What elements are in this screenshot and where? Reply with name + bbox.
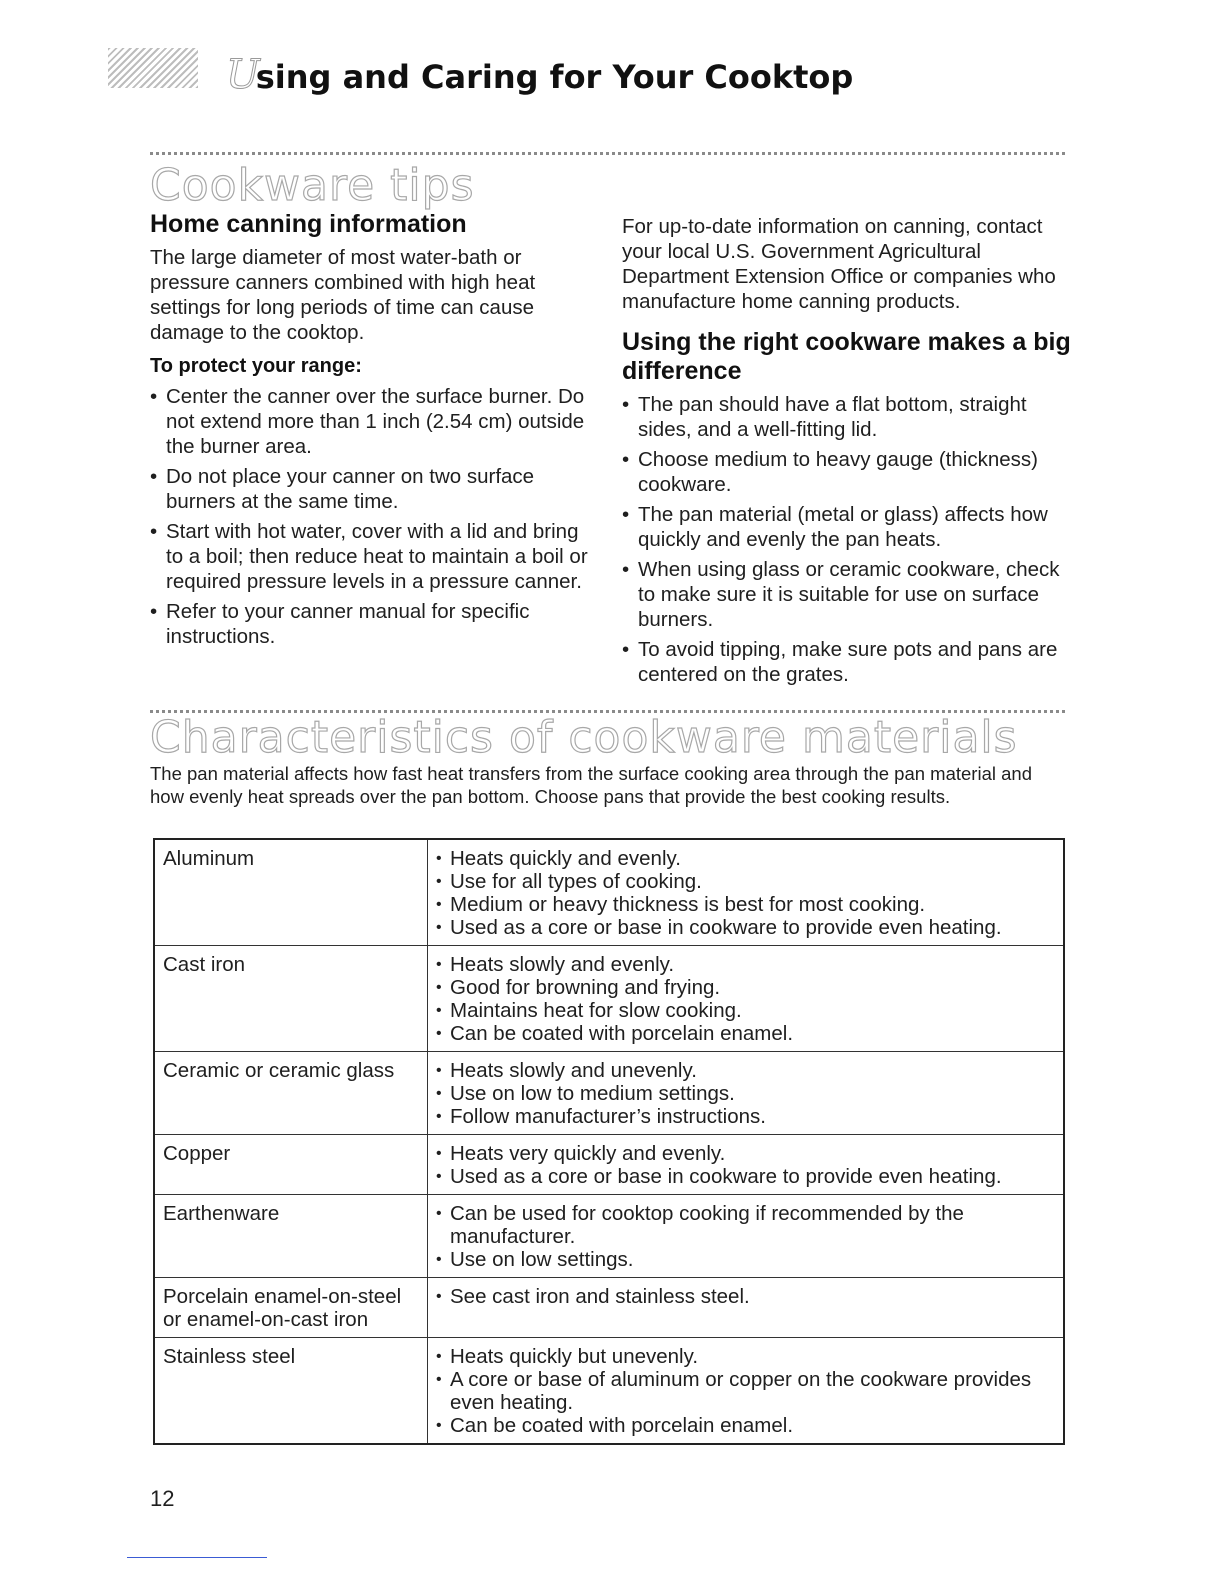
page-number: 12 [150,1486,175,1511]
page-header [108,44,1108,100]
material-name: Copper [154,1135,428,1195]
footer-line [127,1557,267,1558]
material-name: Earthenware [154,1195,428,1278]
table-row [154,1338,1064,1445]
property-item: • Heats quickly but unevenly. [436,1345,1055,1368]
title-dropcap: U [226,52,260,98]
property-item: • See cast iron and stainless steel. [436,1285,1055,1308]
list-item: • To avoid tipping, make sure pots and pans are centered on the grates. [622,637,1072,687]
property-item: • A core or base of aluminum or copper on the cookware provides even heating. [436,1368,1055,1414]
material-properties [428,1135,1065,1195]
protect-range-heading: To protect your range: [150,355,362,377]
property-item: • Use on low to medium settings. [436,1082,1055,1105]
home-canning-column [150,210,600,654]
table-row [154,839,1064,946]
property-item: • Can be coated with porcelain enamel. [436,1414,1055,1437]
material-name: Ceramic or ceramic glass [154,1052,428,1135]
property-item: • Used as a core or base in cookware to provide even heating. [436,1165,1055,1188]
list-item: • The pan material (metal or glass) affects how quickly and evenly the pan heats. [622,502,1072,552]
materials-table [153,838,1065,1445]
right-cookware-heading: Using the right cookware makes a big difference [622,328,1071,385]
title-text: sing and Caring for Your Cooktop [255,58,854,96]
property-item: • Good for browning and frying. [436,976,1055,999]
protect-range-list [150,384,600,649]
property-item: • Heats very quickly and evenly. [436,1142,1055,1165]
table-row [154,946,1064,1052]
material-name: Porcelain enamel-on-steel or enamel-on-cast iron [154,1278,428,1338]
list-item: • Choose medium to heavy gauge (thickness) cookware. [622,447,1072,497]
property-item: • Use on low settings. [436,1248,1055,1271]
material-name: Aluminum [154,839,428,946]
list-item: • Refer to your canner manual for specific instructions. [150,599,600,649]
property-item: • Heats quickly and evenly. [436,847,1055,870]
list-item: • Center the canner over the surface burner. Do not extend more than 1 inch (2.54 cm) outside the burner area. [150,384,600,459]
material-properties [428,1052,1065,1135]
list-item: • When using glass or ceramic cookware, check to make sure it is suitable for use on surface burners. [622,557,1072,632]
property-item: • Use for all types of cooking. [436,870,1055,893]
material-properties [428,1195,1065,1278]
material-properties [428,946,1065,1052]
table-row [154,1195,1064,1278]
section-divider-top [150,152,1065,155]
cookware-tips-title: Cookware tips [150,160,475,211]
home-canning-intro: The large diameter of most water-bath or pressure canners combined with high heat settings for long periods of time can cause damage to the cooktop. [150,246,536,344]
canning-more-info: For up-to-date information on canning, contact your local U.S. Government Agricultural Department Extension Office or companies who manufacture home canning products. [622,215,1056,313]
property-item: • Can be coated with porcelain enamel. [436,1022,1055,1045]
right-cookware-list [622,392,1072,687]
page-title [226,52,853,98]
list-item: • Do not place your canner on two surface burners at the same time. [150,464,600,514]
materials-title: Characteristics of cookware materials [150,712,1018,763]
table-row [154,1135,1064,1195]
property-item: • Heats slowly and evenly. [436,953,1055,976]
right-column [622,214,1072,692]
table-row [154,1052,1064,1135]
list-item: • The pan should have a flat bottom, straight sides, and a well-fitting lid. [622,392,1072,442]
property-item: • Medium or heavy thickness is best for most cooking. [436,893,1055,916]
material-name: Stainless steel [154,1338,428,1445]
property-item: • Used as a core or base in cookware to provide even heating. [436,916,1055,939]
home-canning-heading: Home canning information [150,210,467,238]
list-item: • Start with hot water, cover with a lid and bring to a boil; then reduce heat to maintain a boil or required pressure levels in a pressure canner. [150,519,600,594]
header-decorative-stripe [108,48,198,88]
property-item: • Follow manufacturer’s instructions. [436,1105,1055,1128]
materials-intro: The pan material affects how fast heat transfers from the surface cooking area through the pan material and how evenly heat spreads over the pan bottom. Choose pans that provide the best cooking results. [150,763,1032,807]
property-item: • Can be used for cooktop cooking if recommended by the manufacturer. [436,1202,1055,1248]
material-name: Cast iron [154,946,428,1052]
property-item: • Maintains heat for slow cooking. [436,999,1055,1022]
material-properties [428,839,1065,946]
property-item: • Heats slowly and unevenly. [436,1059,1055,1082]
material-properties [428,1338,1065,1445]
material-properties [428,1278,1065,1338]
table-row [154,1278,1064,1338]
